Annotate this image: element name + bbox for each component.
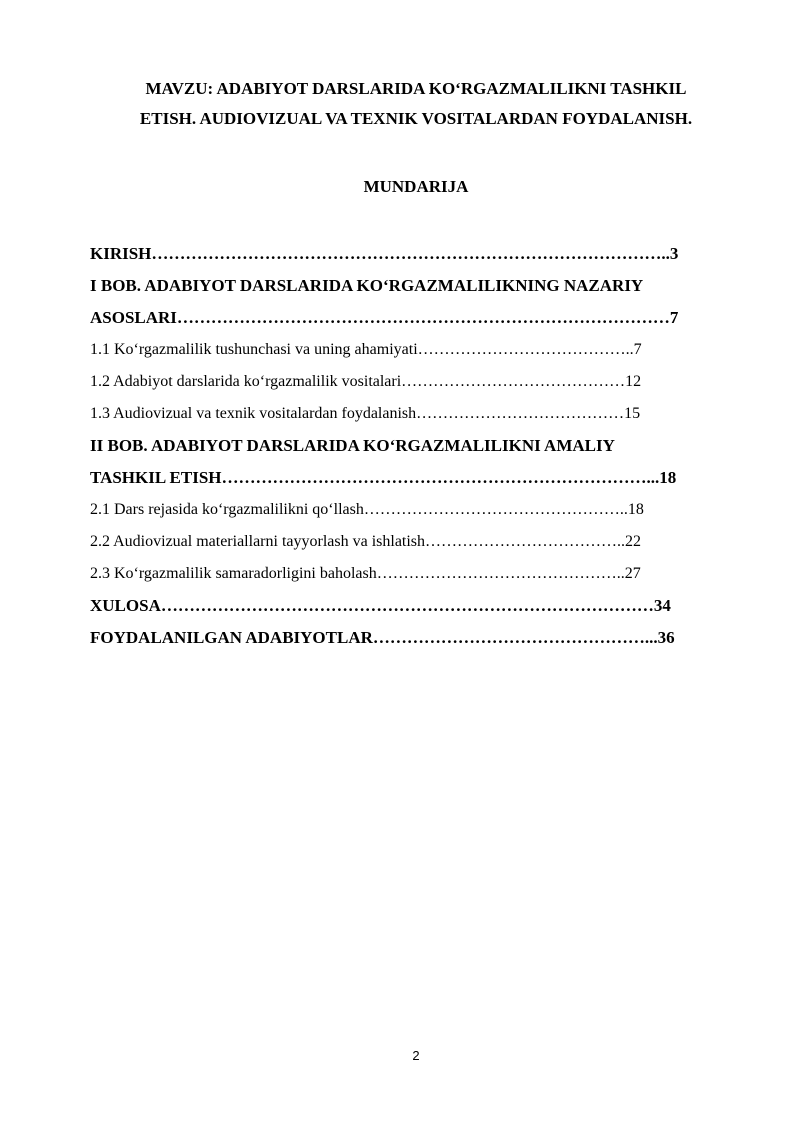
toc-entry-references: FOYDALANILGAN ADABIYOTLAR…………………………………………...36 [90,628,675,647]
page-number: 2 [412,1048,420,1063]
title-line-2: ETISH. AUDIOVIZUAL VA TEXNIK VOSITALARDAN FOYDALANISH. [139,109,693,128]
toc-entry-chapter-2-line-1: II BOB. ADABIYOT DARSLARIDA KO‘RGAZMALILIKNI AMALIY [90,436,615,455]
toc-entry-1-1: 1.1 Ko‘rgazmalilik tushunchasi va uning ahamiyati…………………………………..7 [90,341,642,358]
toc-entry-2-3: 2.3 Ko‘rgazmalilik samaradorligini baholash………………………………………..27 [90,565,641,582]
toc-entry-chapter-1-line-2: ASOSLARI……………………………………………………………………………7 [90,308,679,327]
toc-entry-2-1: 2.1 Dars rejasida ko‘rgazmalilikni qo‘llash…………………………………………..18 [90,501,644,518]
table-of-contents [90,238,742,654]
title-line-1: MAVZU: ADABIYOT DARSLARIDA KO‘RGAZMALILIKNI TASHKIL [145,79,687,98]
toc-entry-xulosa: XULOSA……………………………………………………………………………34 [90,596,671,615]
toc-entry-2-2: 2.2 Audiovizual materiallarni tayyorlash va ishlatish………………………………..22 [90,533,642,550]
toc-entry-chapter-1-line-1: I BOB. ADABIYOT DARSLARIDA KO‘RGAZMALILIKNING NAZARIY [90,276,644,295]
toc-entry-chapter-2-line-2: TASHKIL ETISH…………………………………………………………………...18 [90,468,677,487]
toc-heading: MUNDARIJA [363,177,469,196]
toc-entry-1-2: 1.2 Adabiyot darslarida ko‘rgazmalilik vositalari……………………………………12 [90,373,642,390]
document-title [90,74,742,134]
toc-entry-1-3: 1.3 Audiovizual va texnik vositalardan foydalanish…………………………………15 [90,405,641,422]
toc-entry-kirish: KIRISH………………………………………………………………………………..3 [90,244,679,263]
